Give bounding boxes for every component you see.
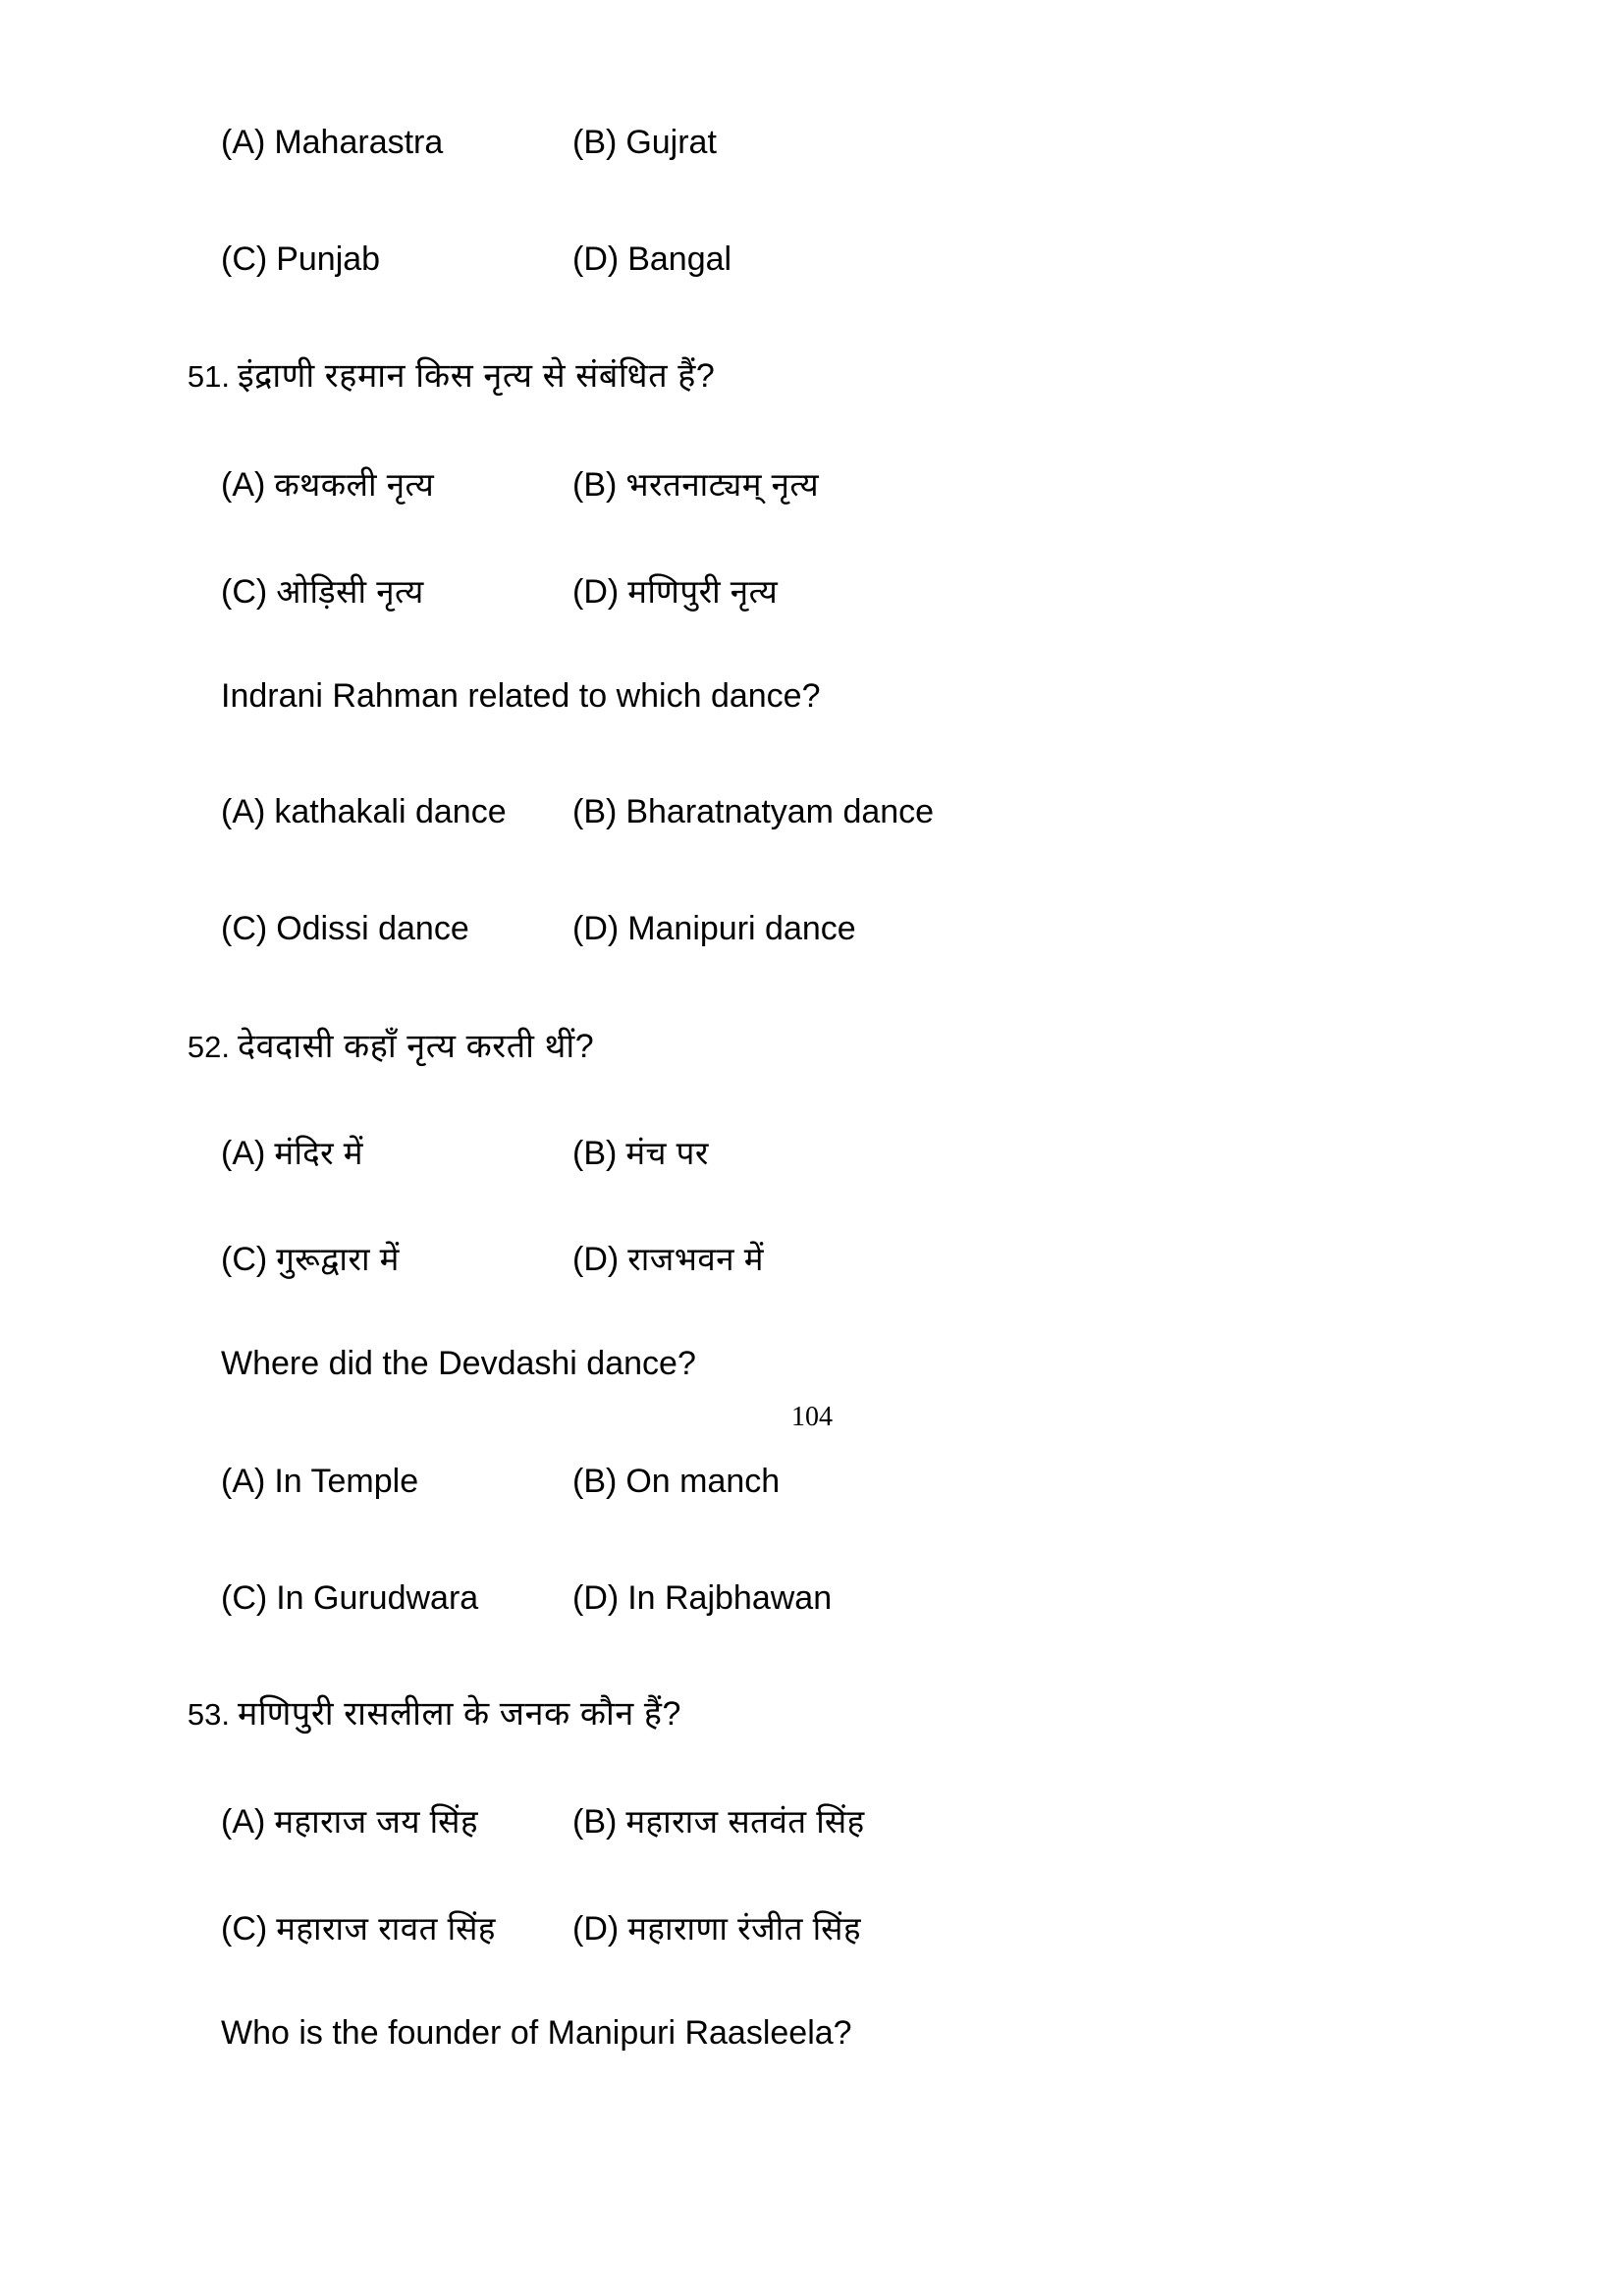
option-label-d: (D) bbox=[572, 1578, 620, 1617]
option-label-d: (D) bbox=[572, 1240, 620, 1278]
question-53-hindi-option-c bbox=[221, 1905, 572, 1949]
question-52-english-option-d bbox=[572, 1579, 832, 1618]
question-53-hindi-option-b bbox=[572, 1798, 865, 1842]
option-label-a: (A) bbox=[221, 1802, 266, 1841]
option-text-a: महाराज जय सिंह bbox=[274, 1802, 479, 1840]
question-51-english-option-c bbox=[221, 910, 572, 948]
question-51-hindi-option-c bbox=[221, 568, 572, 613]
question-52-hindi-option-c bbox=[221, 1236, 572, 1280]
option-label-c: (C) bbox=[221, 573, 268, 612]
question-53-hindi-options-ab bbox=[221, 1798, 1624, 1842]
question-52-hindi-options-ab bbox=[221, 1130, 1624, 1174]
option-prev-c bbox=[221, 240, 572, 279]
option-text-d: महाराणा रंजीत सिंह bbox=[627, 1909, 862, 1947]
question-52-english-options-cd bbox=[221, 1579, 1624, 1618]
question-53-english-text: Who is the founder of Manipuri Raasleela? bbox=[221, 2013, 852, 2052]
option-text-d: राजभवन में bbox=[627, 1240, 764, 1277]
question-52-hindi-option-b bbox=[572, 1130, 709, 1174]
option-label-b: (B) bbox=[572, 466, 618, 505]
option-text-d: Manipuri dance bbox=[627, 910, 856, 948]
option-text-d: मणिपुरी नृत्य bbox=[627, 573, 779, 611]
question-51-number: 51. bbox=[187, 359, 230, 394]
option-label-c: (C) bbox=[221, 240, 268, 278]
option-label-c: (C) bbox=[221, 1578, 268, 1617]
question-53-number: 53. bbox=[187, 1696, 230, 1732]
option-label-d: (D) bbox=[572, 573, 620, 612]
question-53-hindi bbox=[179, 1692, 1624, 1735]
question-52-english-options-ab bbox=[221, 1463, 1624, 1501]
question-53-hindi-option-a bbox=[221, 1798, 572, 1842]
option-text-c: Odissi dance bbox=[276, 910, 469, 948]
option-text-b: Bharatnatyam dance bbox=[625, 793, 935, 831]
option-text-c: गुरूद्वारा में bbox=[276, 1240, 400, 1277]
option-text-b: भरतनाट्यम् नृत्य bbox=[625, 466, 820, 504]
option-label-b: (B) bbox=[572, 124, 618, 161]
question-52-hindi-option-a bbox=[221, 1130, 572, 1174]
option-text-b: मंच पर bbox=[625, 1134, 709, 1171]
question-51-hindi-option-d bbox=[572, 568, 778, 613]
option-prev-d bbox=[572, 240, 731, 279]
question-52-english-option-c bbox=[221, 1579, 572, 1618]
option-text-b: On manch bbox=[625, 1462, 781, 1500]
option-text-c: Punjab bbox=[276, 240, 381, 278]
question-51-english-option-d bbox=[572, 910, 856, 948]
question-51-english-text: Indrani Rahman related to which dance? bbox=[221, 677, 821, 716]
option-label-b: (B) bbox=[572, 1462, 618, 1500]
question-51-english-options-ab bbox=[221, 793, 1624, 831]
option-row-prev-ab bbox=[221, 124, 1624, 162]
question-53-english bbox=[221, 2011, 1624, 2055]
question-51-english bbox=[221, 674, 1624, 718]
question-52-hindi-text: देवदासी कहाँ नृत्य करती थीं? bbox=[238, 1028, 595, 1066]
option-text-d: In Rajbhawan bbox=[627, 1578, 833, 1617]
question-51-english-option-a bbox=[221, 793, 572, 831]
question-51-hindi-option-b bbox=[572, 461, 819, 506]
option-label-d: (D) bbox=[572, 1909, 620, 1948]
option-label-b: (B) bbox=[572, 793, 618, 831]
option-text-a: मंदिर में bbox=[274, 1134, 364, 1171]
option-text-c: ओड़िसी नृत्य bbox=[276, 573, 424, 611]
option-text-c: महाराज रावत सिंह bbox=[276, 1909, 496, 1947]
page-number: 104 bbox=[791, 1402, 833, 1432]
question-51-hindi-options-cd bbox=[221, 568, 1624, 613]
option-label-a: (A) bbox=[221, 793, 266, 831]
option-prev-b bbox=[572, 124, 717, 162]
question-51-english-option-b bbox=[572, 793, 934, 831]
option-row-prev-cd bbox=[221, 240, 1624, 279]
option-text-a: kathakali dance bbox=[274, 793, 507, 831]
option-label-c: (C) bbox=[221, 1909, 268, 1948]
question-51-hindi-option-a bbox=[221, 461, 572, 506]
option-label-a: (A) bbox=[221, 124, 266, 161]
question-51-hindi bbox=[179, 354, 1624, 398]
question-51-hindi-options-ab bbox=[221, 461, 1624, 506]
option-label-a: (A) bbox=[221, 466, 266, 505]
question-52-hindi-option-d bbox=[572, 1236, 764, 1280]
question-51-english-options-cd bbox=[221, 910, 1624, 948]
option-label-d: (D) bbox=[572, 910, 620, 948]
option-text-c: In Gurudwara bbox=[276, 1578, 479, 1617]
question-52-english-option-b bbox=[572, 1463, 780, 1501]
question-53-hindi-option-d bbox=[572, 1905, 861, 1949]
option-text-b: Gujrat bbox=[625, 124, 717, 161]
option-text-d: Bangal bbox=[627, 240, 732, 278]
question-52-english-option-a bbox=[221, 1463, 572, 1501]
option-label-c: (C) bbox=[221, 1240, 268, 1278]
option-text-b: महाराज सतवंत सिंह bbox=[625, 1802, 865, 1840]
question-52-hindi-options-cd bbox=[221, 1236, 1624, 1280]
option-label-a: (A) bbox=[221, 1462, 266, 1500]
option-label-a: (A) bbox=[221, 1134, 266, 1172]
option-text-a: Maharastra bbox=[274, 124, 444, 161]
question-52-english bbox=[221, 1342, 1624, 1385]
option-label-b: (B) bbox=[572, 1134, 618, 1172]
question-53-hindi-options-cd bbox=[221, 1905, 1624, 1949]
option-prev-a bbox=[221, 124, 572, 162]
question-52-english-text: Where did the Devdashi dance? bbox=[221, 1344, 696, 1382]
option-text-a: कथकली नृत्य bbox=[274, 466, 435, 504]
question-53-hindi-text: मणिपुरी रासलीला के जनक कौन हैं? bbox=[238, 1694, 682, 1733]
option-label-c: (C) bbox=[221, 910, 268, 948]
option-label-d: (D) bbox=[572, 240, 620, 278]
question-51-hindi-text: इंद्राणी रहमान किस नृत्य से संबंधित हैं? bbox=[238, 357, 716, 395]
option-text-a: In Temple bbox=[274, 1462, 419, 1500]
question-52-number: 52. bbox=[187, 1030, 230, 1065]
question-52-hindi bbox=[179, 1025, 1624, 1068]
option-label-b: (B) bbox=[572, 1802, 618, 1841]
